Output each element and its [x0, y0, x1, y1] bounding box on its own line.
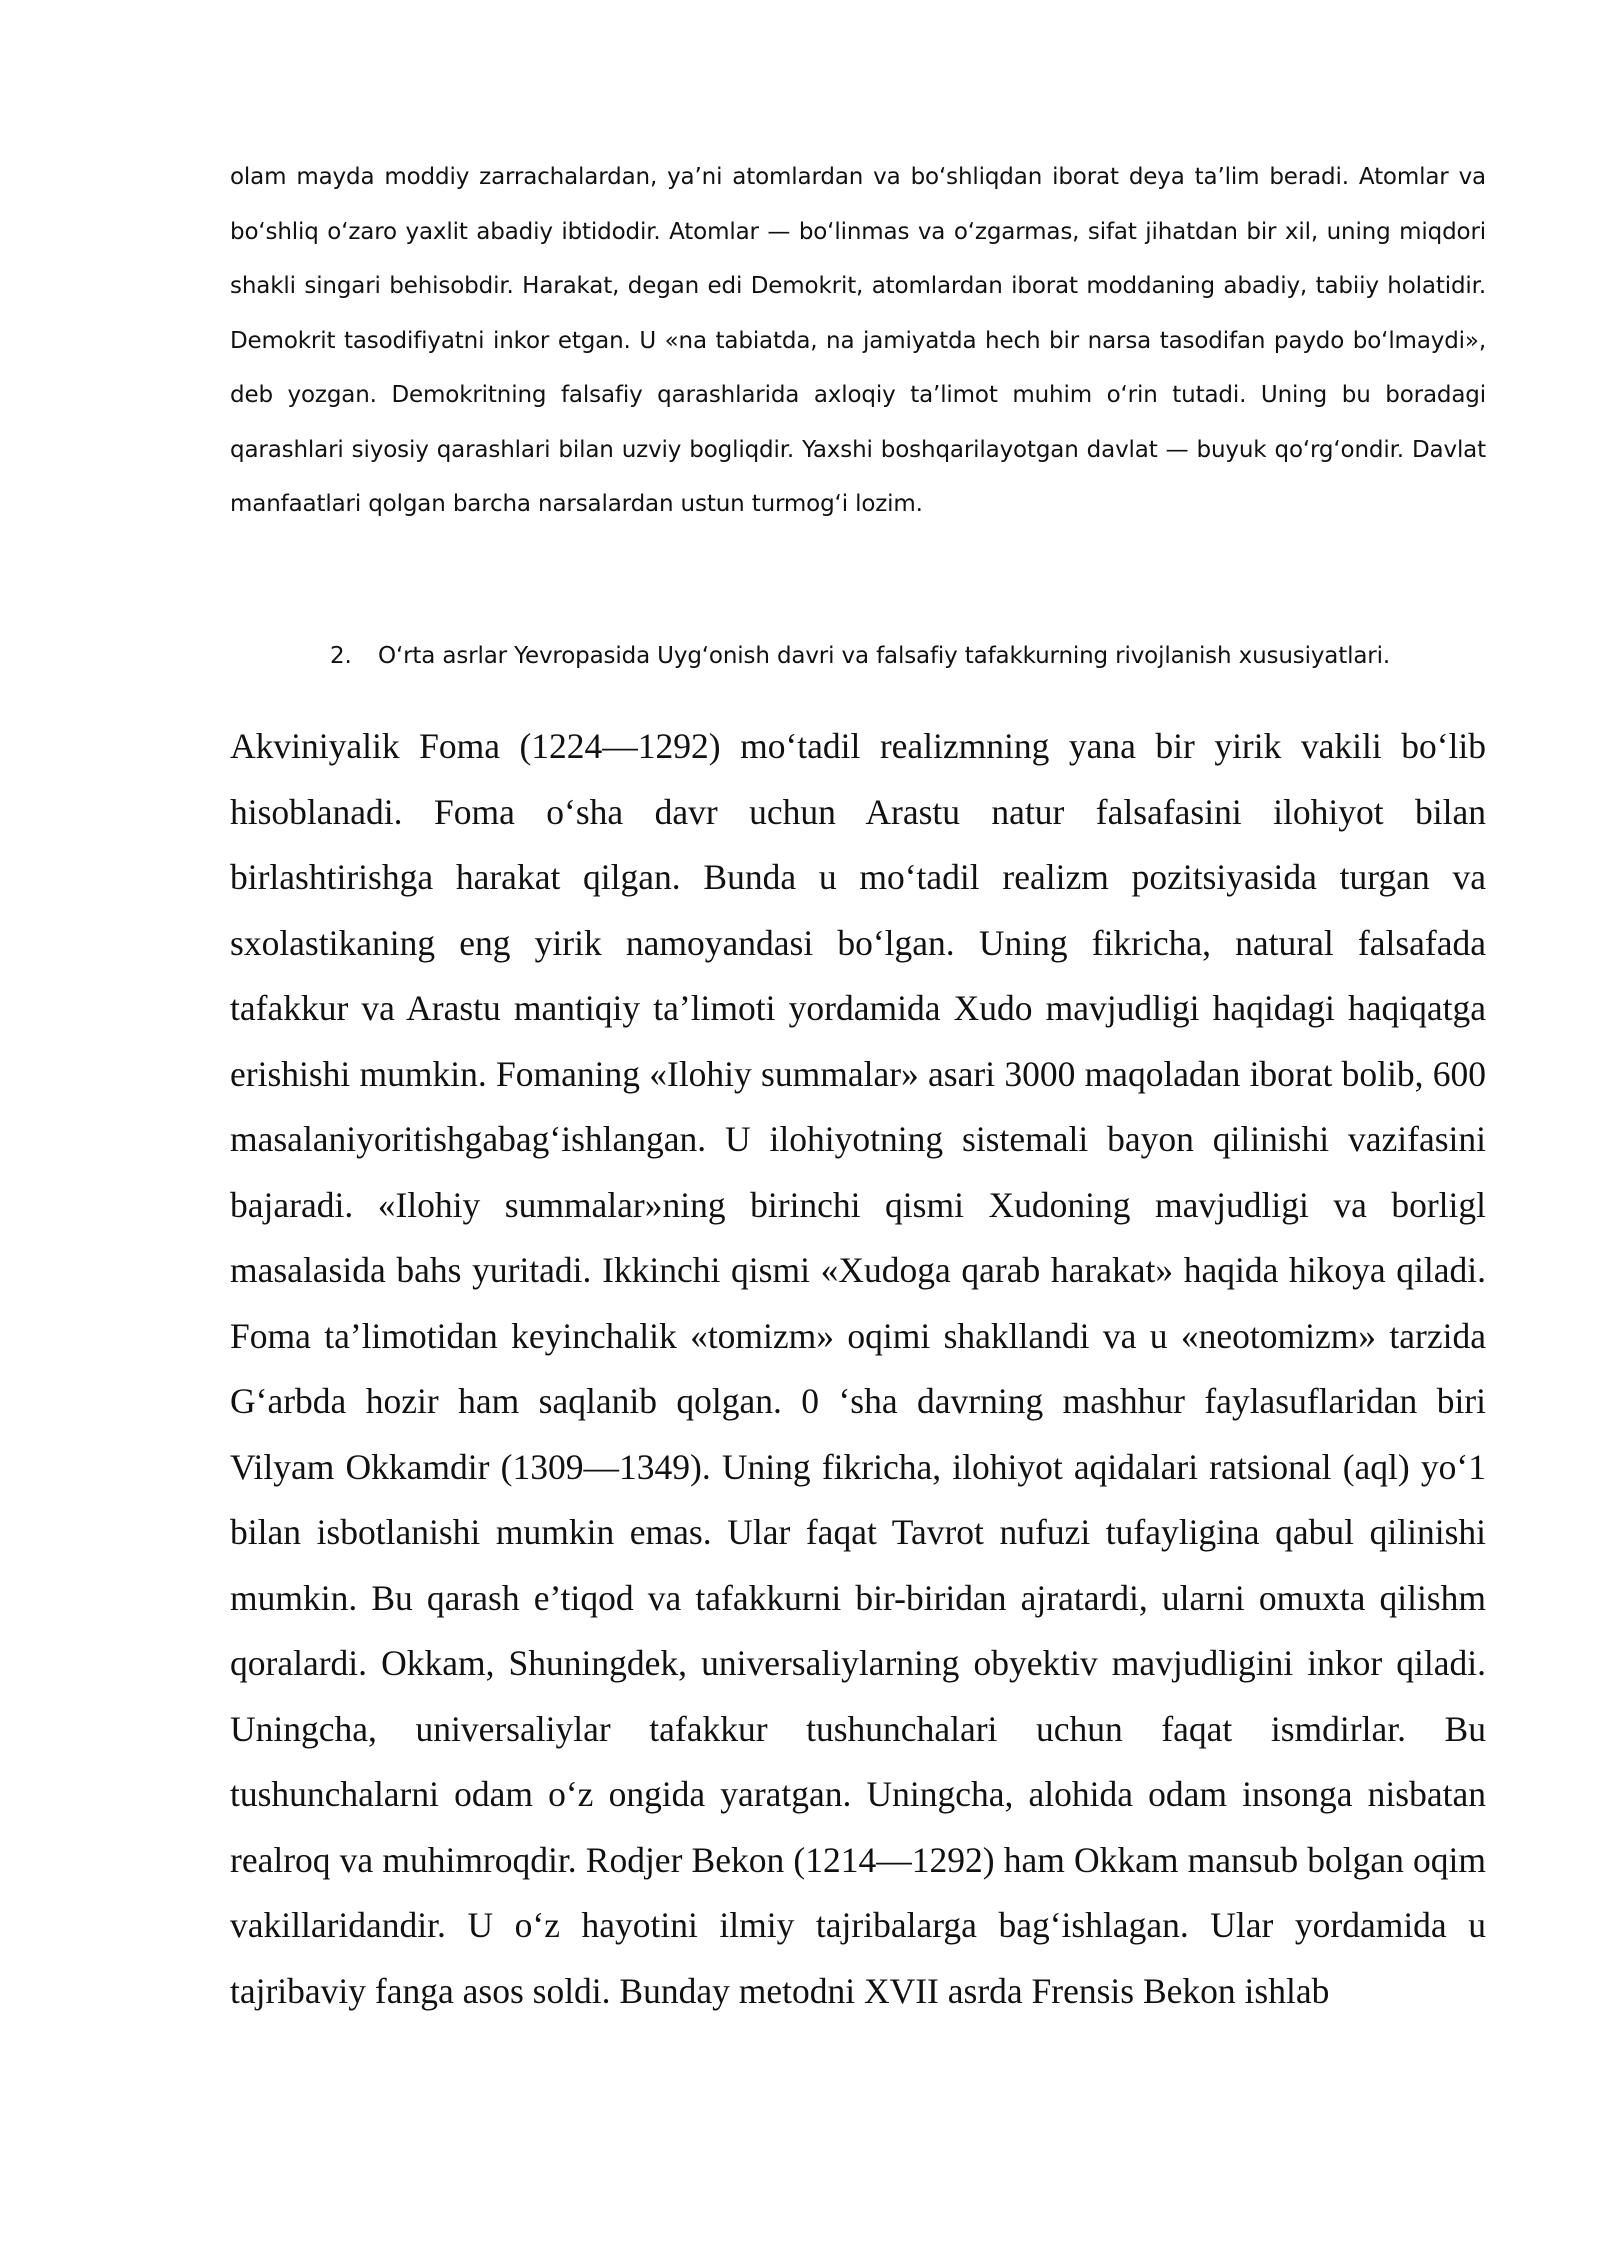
top-paragraph: olam mayda moddiy zarrachalardan, ya’ni atomlardan va bo‘shliqdan iborat deya ta’lim beradi. Atomlar va bo‘shliq o‘zaro yaxlit abadiy ibtidodir. Atomlar — bo‘linmas va o‘zgarmas, sifat jihatdan bir xil, uning miqdori shakli singari behisobdir. Harakat, degan edi Demokrit, atomlardan iborat moddaning abadiy, tabiiy holatidir. Demokrit tasodifiyatni inkor etgan. U «na tabiatda, na jamiyatda hech bir narsa tasodifan paydo bo‘lmaydi», deb yozgan. Demokritning falsafiy qarashlarida axloqiy ta’limot muhim o‘rin tutadi. Uning bu boradagi qarashlari siyosiy qarashlari bilan uzviy bogliqdir. Yaxshi boshqarilayotgan davlat — buyuk qo‘rg‘ondir. Davlat manfaatlari qolgan barcha narsalardan ustun turmog‘i lozim. [230, 164, 1486, 517]
section-heading-text: O‘rta asrlar Yevropasida Uyg‘onish davri va falsafiy tafakkurning rivojlanish xususiyatlari. [378, 643, 1390, 669]
section-heading-number: 2. [330, 643, 352, 669]
main-paragraph: Akviniyalik Foma (1224—1292) mo‘tadil realizmning yana bir yirik vakili bo‘lib hisoblanadi. Foma o‘sha davr uchun Arastu natur falsafasini ilohiyot bilan birlashtirishga harakat qilgan. Bunda u mo‘tadil realizm pozitsiyasida turgan va sxolastikaning eng yirik namoyandasi bo‘lgan. Uning fikricha, natural falsafada tafakkur va Arastu mantiqiy ta’limoti yordamida Xudo mavjudligi haqidagi haqiqatga erishishi mumkin. Fomaning «Ilohiy summalar» asari 3000 maqoladan iborat bolib, 600 masalaniyoritishgabag‘ishlangan. U ilohiyotning sistemali bayon qilinishi vazifasini bajaradi. «Ilohiy summalar»ning birinchi qismi Xudoning mavjudligi va borligl masalasida bahs yuritadi. Ikkinchi qismi «Xudoga qarab harakat» haqida hikoya qiladi. Foma ta’limotidan keyinchalik «tomizm» oqimi shakllandi va u «neotomizm» tarzida G‘arbda hozir ham saqlanib qolgan. 0 ‘sha davrning mashhur faylasuflaridan biri Vilyam Okkamdir (1309—1349). Uning fikricha, ilohiyot aqidalari ratsional (aql) yo‘1 bilan isbotlanishi mumkin emas. Ular faqat Tavrot nufuzi tufayligina qabul qilinishi mumkin. Bu qarash e’tiqod va tafakkurni bir-biridan ajratardi, ularni omuxta qilishm qoralardi. Okkam, Shuningdek, universaliylarning obyektiv mavjudligini inkor qiladi. Uningcha, universaliylar tafakkur tushunchalari uchun faqat ismdirlar. Bu tushunchalarni odam o‘z ongida yaratgan. Uningcha, alohida odam insonga nisbatan realroq va muhimroqdir. Rodjer Bekon (1214—1292) ham Okkam mansub bolgan oqim vakillaridandir. U o‘z hayotini ilmiy tajribalarga bag‘ishlagan. Ular yordamida u tajribaviy fanga asos soldi. Bunday metodni XVII asrda Frensis Bekon ishlab [230, 726, 1486, 2011]
section-heading [330, 634, 1486, 678]
